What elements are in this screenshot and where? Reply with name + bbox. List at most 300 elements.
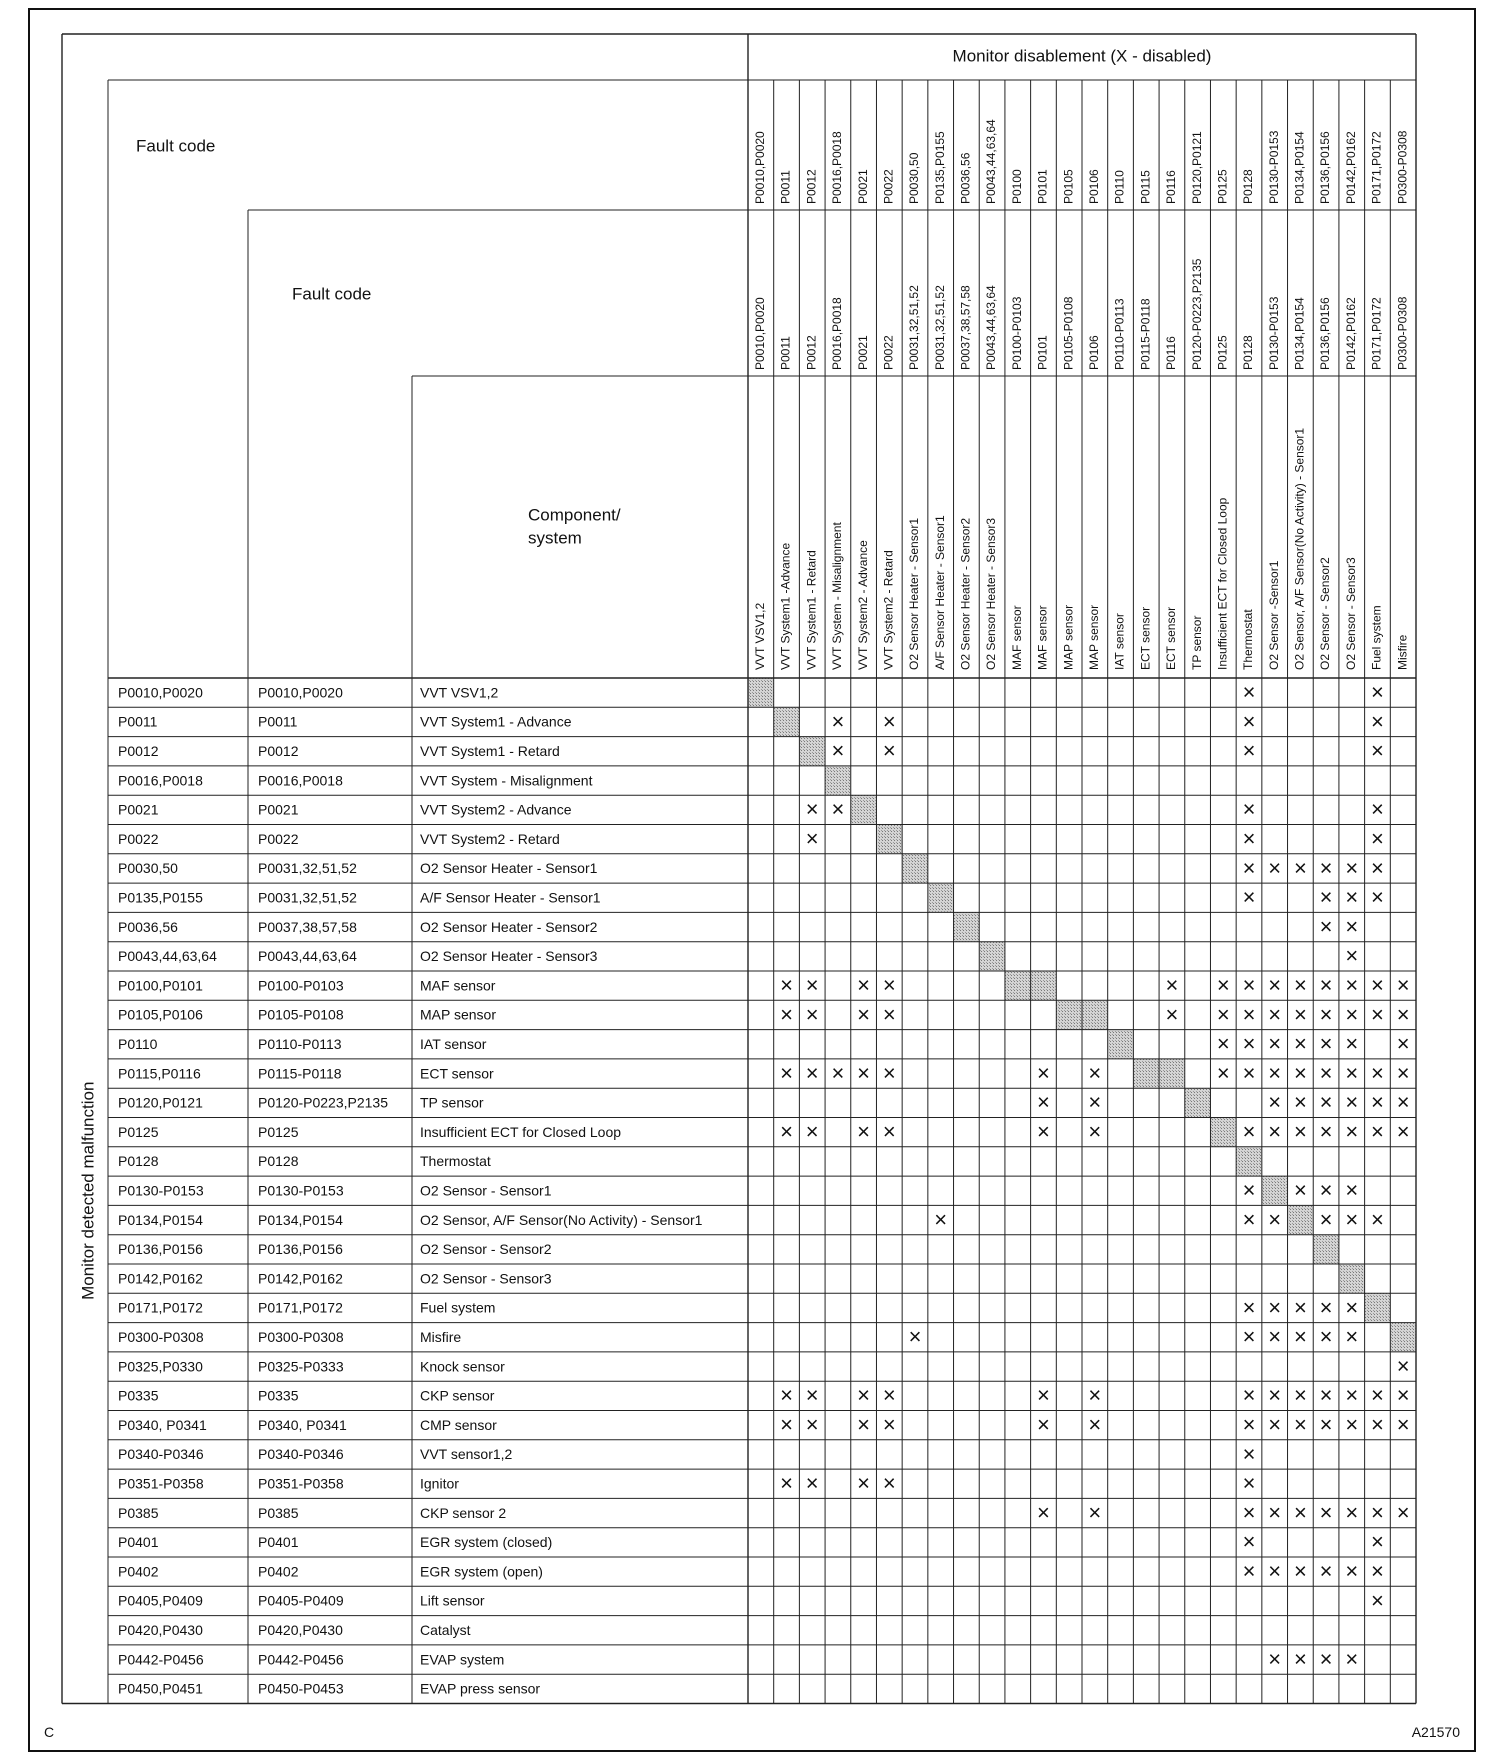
- disabled-x-mark: ×: [1345, 1118, 1359, 1144]
- diagonal-shaded-cell: [799, 737, 825, 766]
- disabled-x-mark: ×: [1268, 1324, 1282, 1350]
- row-code1: P0043,44,63,64: [118, 948, 217, 965]
- row-code2: P0100-P0103: [258, 977, 344, 994]
- disabled-x-mark: ×: [857, 972, 871, 998]
- disabled-x-mark: ×: [1345, 1206, 1359, 1232]
- disabled-x-mark: ×: [1319, 884, 1333, 910]
- disabled-x-mark: ×: [1088, 1118, 1102, 1144]
- corner-label: C: [44, 1724, 55, 1740]
- disabled-x-mark: ×: [1242, 1177, 1256, 1203]
- disabled-x-mark: ×: [1319, 972, 1333, 998]
- disabled-x-mark: ×: [1242, 884, 1256, 910]
- row-code1: P0405,P0409: [118, 1592, 203, 1609]
- diagonal-shaded-cell: [1082, 1000, 1108, 1029]
- disabled-x-mark: ×: [1371, 738, 1384, 764]
- diagonal-shaded-cell: [1108, 1030, 1134, 1059]
- column-component-label: IAT sensor: [1112, 613, 1127, 670]
- column-code1-label: P0110: [1112, 170, 1127, 204]
- disabled-x-mark: ×: [1037, 1382, 1050, 1408]
- disabled-x-mark: ×: [1165, 972, 1179, 998]
- row-code2: P0450-P0453: [258, 1680, 344, 1697]
- row-code2: P0335: [258, 1387, 299, 1404]
- disabled-x-mark: ×: [1268, 1001, 1282, 1027]
- column-code2-label: P0136,P0156: [1318, 297, 1333, 370]
- column-code2-label: P0021: [855, 335, 870, 370]
- disabled-x-mark: ×: [1037, 1118, 1050, 1144]
- column-code2-label: P0300-P0308: [1395, 296, 1410, 370]
- row-component: O2 Sensor - Sensor2: [420, 1241, 552, 1258]
- disabled-x-mark: ×: [1345, 972, 1359, 998]
- row-component: CMP sensor: [420, 1416, 497, 1433]
- disabled-x-mark: ×: [1293, 1499, 1307, 1525]
- disabled-x-mark: ×: [780, 1118, 793, 1144]
- disabled-x-mark: ×: [1293, 972, 1307, 998]
- row-code2: P0037,38,57,58: [258, 918, 357, 935]
- column-component-label: O2 Sensor -Sensor1: [1266, 560, 1281, 670]
- column-code1-label: P0136,P0156: [1318, 131, 1333, 204]
- disabled-x-mark: ×: [1242, 679, 1256, 705]
- disabled-x-mark: ×: [882, 1060, 896, 1086]
- disabled-x-mark: ×: [1371, 1558, 1384, 1584]
- disabled-x-mark: ×: [1293, 855, 1307, 881]
- diagonal-shaded-cell: [1339, 1264, 1365, 1293]
- row-code2: P0401: [258, 1534, 299, 1551]
- column-code2-label: P0106: [1087, 335, 1102, 370]
- fault-code-header-2: Fault code: [292, 284, 372, 304]
- disabled-x-mark: ×: [831, 796, 845, 822]
- row-component: O2 Sensor, A/F Sensor(No Activity) - Sensor1: [420, 1211, 703, 1228]
- row-code1: P0135,P0155: [118, 889, 203, 906]
- disabled-x-mark: ×: [1268, 1031, 1282, 1057]
- disabled-x-mark: ×: [882, 1382, 896, 1408]
- disabled-x-mark: ×: [1216, 972, 1230, 998]
- diagonal-shaded-cell: [748, 678, 774, 707]
- row-code2: P0136,P0156: [258, 1241, 343, 1258]
- row-component: CKP sensor: [420, 1387, 495, 1404]
- disabled-x-mark: ×: [1242, 1470, 1256, 1496]
- disabled-x-mark: ×: [1242, 1294, 1256, 1320]
- row-code1: P0401: [118, 1534, 159, 1551]
- disabled-x-mark: ×: [805, 1001, 819, 1027]
- column-code1-label: P0116: [1164, 170, 1179, 204]
- row-code1: P0115,P0116: [118, 1065, 201, 1082]
- disabled-x-mark: ×: [1268, 1206, 1282, 1232]
- row-code1: P0402: [118, 1563, 159, 1580]
- row-code2: P0402: [258, 1563, 299, 1580]
- disabled-x-mark: ×: [805, 1382, 819, 1408]
- disabled-x-mark: ×: [1293, 1294, 1307, 1320]
- column-component-label: VVT System2 - Advance: [855, 540, 870, 670]
- row-code2: P0130-P0153: [258, 1182, 344, 1199]
- column-code2-label: P0115-P0118: [1138, 298, 1153, 370]
- disabled-x-mark: ×: [780, 972, 793, 998]
- row-code1: P0016,P0018: [118, 772, 203, 789]
- row-code2: P0420,P0430: [258, 1621, 343, 1638]
- disabled-x-mark: ×: [1268, 855, 1282, 881]
- row-code2: P0125: [258, 1123, 299, 1140]
- column-component-label: Thermostat: [1241, 609, 1256, 670]
- disabled-x-mark: ×: [1396, 1001, 1410, 1027]
- disabled-x-mark: ×: [1319, 1118, 1333, 1144]
- row-code1: P0010,P0020: [118, 684, 203, 701]
- disabled-x-mark: ×: [857, 1470, 871, 1496]
- disabled-x-mark: ×: [1345, 884, 1359, 910]
- column-code2-label: P0116: [1164, 336, 1179, 370]
- column-code1-label: P0115: [1138, 170, 1153, 204]
- row-component: MAP sensor: [420, 1006, 496, 1023]
- disabled-x-mark: ×: [1242, 1031, 1256, 1057]
- disabled-x-mark: ×: [1293, 1001, 1307, 1027]
- disabled-x-mark: ×: [1088, 1499, 1102, 1525]
- disabled-x-mark: ×: [1242, 1118, 1256, 1144]
- row-component: Catalyst: [420, 1621, 471, 1638]
- column-component-label: MAF sensor: [1035, 605, 1050, 670]
- column-code1-label: P0134,P0154: [1292, 131, 1307, 204]
- column-code1-label: P0171,P0172: [1369, 131, 1384, 204]
- disabled-x-mark: ×: [1242, 1206, 1256, 1232]
- disabled-x-mark: ×: [1371, 1060, 1384, 1086]
- disabled-x-mark: ×: [1345, 1177, 1359, 1203]
- row-code2: P0340, P0341: [258, 1416, 347, 1433]
- row-component: VVT System1 - Retard: [420, 742, 560, 759]
- disabled-x-mark: ×: [882, 1411, 896, 1437]
- disabled-x-mark: ×: [882, 972, 896, 998]
- column-code1-label: P0128: [1241, 169, 1256, 204]
- disabled-x-mark: ×: [1319, 1089, 1333, 1115]
- row-code1: P0300-P0308: [118, 1328, 204, 1345]
- row-code2: P0043,44,63,64: [258, 948, 357, 965]
- row-code2: P0105-P0108: [258, 1006, 344, 1023]
- column-code2-label: P0100-P0103: [1009, 296, 1024, 370]
- row-code1: P0171,P0172: [118, 1299, 203, 1316]
- row-code1: P0340, P0341: [118, 1416, 207, 1433]
- row-component: O2 Sensor Heater - Sensor2: [420, 918, 598, 935]
- disabled-x-mark: ×: [1371, 1206, 1384, 1232]
- row-component: VVT sensor1,2: [420, 1446, 513, 1463]
- row-code2: P0110-P0113: [258, 1035, 342, 1052]
- column-component-label: VVT System - Misalignment: [830, 522, 845, 670]
- disabled-x-mark: ×: [1319, 855, 1333, 881]
- diagonal-shaded-cell: [876, 825, 902, 854]
- column-component-label: O2 Sensor - Sensor3: [1343, 557, 1358, 670]
- disabled-x-mark: ×: [1293, 1089, 1307, 1115]
- disabled-x-mark: ×: [1268, 1382, 1282, 1408]
- row-component: EVAP system: [420, 1651, 505, 1668]
- column-component-label: MAP sensor: [1061, 604, 1076, 670]
- disabled-x-mark: ×: [857, 1118, 871, 1144]
- table-title: Monitor disablement (X - disabled): [952, 46, 1212, 66]
- disabled-x-mark: ×: [1242, 738, 1256, 764]
- row-code1: P0420,P0430: [118, 1621, 203, 1638]
- disabled-x-mark: ×: [1242, 1529, 1256, 1555]
- disabled-x-mark: ×: [1216, 1001, 1230, 1027]
- disabled-x-mark: ×: [780, 1001, 793, 1027]
- disabled-x-mark: ×: [1371, 972, 1384, 998]
- column-code1-label: P0022: [881, 169, 896, 204]
- column-component-label: O2 Sensor Heater - Sensor2: [958, 517, 973, 670]
- disabled-x-mark: ×: [1371, 1118, 1384, 1144]
- row-component: O2 Sensor - Sensor3: [420, 1270, 552, 1287]
- disabled-x-mark: ×: [1268, 1499, 1282, 1525]
- diagonal-shaded-cell: [1056, 1000, 1082, 1029]
- row-code1: P0385: [118, 1504, 159, 1521]
- row-code2: P0012: [258, 742, 299, 759]
- component-header-line2: system: [528, 528, 582, 548]
- row-component: O2 Sensor Heater - Sensor1: [420, 860, 598, 877]
- disabled-x-mark: ×: [1371, 855, 1384, 881]
- column-code1-label: P0043,44,63,64: [984, 119, 999, 204]
- column-code2-label: P0171,P0172: [1369, 297, 1384, 370]
- disabled-x-mark: ×: [1345, 1031, 1359, 1057]
- disabled-x-mark: ×: [831, 1060, 845, 1086]
- disabled-x-mark: ×: [1345, 1089, 1359, 1115]
- row-code2: P0340-P0346: [258, 1446, 344, 1463]
- disabled-x-mark: ×: [1242, 1382, 1256, 1408]
- column-code2-label: P0125: [1215, 335, 1230, 370]
- disabled-x-mark: ×: [1268, 972, 1282, 998]
- disabled-x-mark: ×: [1345, 1324, 1359, 1350]
- column-component-label: ECT sensor: [1164, 606, 1179, 670]
- disabled-x-mark: ×: [1268, 1411, 1282, 1437]
- column-code1-label: P0010,P0020: [753, 131, 768, 204]
- disabled-x-mark: ×: [1396, 1353, 1410, 1379]
- disabled-x-mark: ×: [1396, 1089, 1410, 1115]
- row-code1: P0120,P0121: [118, 1094, 203, 1111]
- row-code1: P0128: [118, 1153, 159, 1170]
- diagonal-shaded-cell: [928, 883, 954, 912]
- disabled-x-mark: ×: [882, 708, 896, 734]
- disabled-x-mark: ×: [831, 708, 845, 734]
- disabled-x-mark: ×: [1396, 972, 1410, 998]
- disabled-x-mark: ×: [1242, 1499, 1256, 1525]
- disabled-x-mark: ×: [1293, 1382, 1307, 1408]
- disabled-x-mark: ×: [1396, 1031, 1410, 1057]
- disabled-x-mark: ×: [1293, 1031, 1307, 1057]
- column-code1-label: P0011: [778, 170, 793, 204]
- row-code1: P0142,P0162: [118, 1270, 203, 1287]
- disabled-x-mark: ×: [857, 1060, 871, 1086]
- column-code2-label: P0110-P0113: [1112, 298, 1127, 370]
- disabled-x-mark: ×: [1293, 1558, 1307, 1584]
- column-code1-label: P0030,50: [907, 152, 922, 204]
- row-component: VVT System2 - Retard: [420, 830, 560, 847]
- row-code2: P0351-P0358: [258, 1475, 344, 1492]
- disabled-x-mark: ×: [1371, 1587, 1384, 1613]
- column-code1-label: P0016,P0018: [830, 131, 845, 204]
- disabled-x-mark: ×: [1345, 1294, 1359, 1320]
- disabled-x-mark: ×: [1242, 825, 1256, 851]
- row-code2: P0016,P0018: [258, 772, 343, 789]
- disabled-x-mark: ×: [1088, 1382, 1102, 1408]
- disabled-x-mark: ×: [1345, 943, 1359, 969]
- row-code1: P0012: [118, 742, 159, 759]
- disabled-x-mark: ×: [857, 1382, 871, 1408]
- component-header-line1: Component/: [528, 505, 621, 525]
- disabled-x-mark: ×: [1319, 913, 1333, 939]
- disabled-x-mark: ×: [1293, 1324, 1307, 1350]
- column-component-label: ECT sensor: [1138, 606, 1153, 670]
- row-code2: P0031,32,51,52: [258, 889, 357, 906]
- row-component: VVT System - Misalignment: [420, 772, 593, 789]
- disabled-x-mark: ×: [1371, 679, 1384, 705]
- column-component-label: VVT System1 -Advance: [778, 542, 793, 670]
- disabled-x-mark: ×: [1293, 1646, 1307, 1672]
- column-code2-label: P0011: [778, 336, 793, 370]
- disabled-x-mark: ×: [780, 1060, 793, 1086]
- disabled-x-mark: ×: [1293, 1060, 1307, 1086]
- disabled-x-mark: ×: [882, 1118, 896, 1144]
- column-code1-label: P0142,P0162: [1343, 131, 1358, 204]
- row-code1: P0021: [118, 801, 159, 818]
- column-code2-label: P0105-P0108: [1061, 296, 1076, 370]
- diagonal-shaded-cell: [1365, 1293, 1391, 1322]
- disabled-x-mark: ×: [1037, 1411, 1050, 1437]
- column-code1-label: P0036,56: [958, 152, 973, 204]
- row-code2: P0300-P0308: [258, 1328, 344, 1345]
- row-code2: P0442-P0456: [258, 1651, 344, 1668]
- column-code2-label: P0010,P0020: [753, 297, 768, 370]
- disabled-x-mark: ×: [1037, 1089, 1050, 1115]
- diagonal-shaded-cell: [1210, 1118, 1236, 1147]
- disabled-x-mark: ×: [908, 1324, 922, 1350]
- diagonal-shaded-cell: [1390, 1323, 1416, 1352]
- disabled-x-mark: ×: [1345, 1411, 1359, 1437]
- column-code1-label: P0135,P0155: [932, 131, 947, 204]
- disabled-x-mark: ×: [1293, 1177, 1307, 1203]
- disabled-x-mark: ×: [805, 796, 819, 822]
- disabled-x-mark: ×: [1345, 1499, 1359, 1525]
- disabled-x-mark: ×: [1345, 1001, 1359, 1027]
- column-code1-label: P0101: [1035, 169, 1050, 204]
- disabled-x-mark: ×: [1293, 1411, 1307, 1437]
- fault-code-header: Fault code: [136, 136, 216, 156]
- diagonal-shaded-cell: [825, 766, 851, 795]
- row-component: VVT VSV1,2: [420, 684, 499, 701]
- disabled-x-mark: ×: [882, 738, 896, 764]
- disabled-x-mark: ×: [1371, 796, 1384, 822]
- disabled-x-mark: ×: [1319, 1558, 1333, 1584]
- disabled-x-mark: ×: [857, 1001, 871, 1027]
- column-code2-label: P0037,38,57,58: [958, 285, 973, 370]
- disabled-x-mark: ×: [1242, 1411, 1256, 1437]
- column-component-label: Fuel system: [1369, 605, 1384, 670]
- column-code2-label: P0142,P0162: [1343, 297, 1358, 370]
- disabled-x-mark: ×: [1268, 1294, 1282, 1320]
- column-code1-label: P0120,P0121: [1189, 131, 1204, 204]
- disabled-x-mark: ×: [1371, 1089, 1384, 1115]
- row-code1: P0110: [118, 1035, 158, 1052]
- disabled-x-mark: ×: [1319, 1177, 1333, 1203]
- diagonal-shaded-cell: [1159, 1059, 1185, 1088]
- row-code2: P0385: [258, 1504, 299, 1521]
- row-code2: P0405-P0409: [258, 1592, 344, 1609]
- row-component: O2 Sensor Heater - Sensor3: [420, 948, 598, 965]
- column-code1-label: P0130-P0153: [1266, 130, 1281, 204]
- disabled-x-mark: ×: [1396, 1118, 1410, 1144]
- disabled-x-mark: ×: [1319, 1382, 1333, 1408]
- column-code1-label: P0021: [855, 169, 870, 204]
- row-code1: P0335: [118, 1387, 159, 1404]
- disabled-x-mark: ×: [1165, 1001, 1179, 1027]
- row-code1: P0325,P0330: [118, 1358, 203, 1375]
- row-code1: P0450,P0451: [118, 1680, 203, 1697]
- disabled-x-mark: ×: [1319, 1294, 1333, 1320]
- diagonal-shaded-cell: [1031, 971, 1057, 1000]
- disabled-x-mark: ×: [1345, 913, 1359, 939]
- column-component-label: VVT System2 - Retard: [881, 550, 896, 670]
- disabled-x-mark: ×: [934, 1206, 948, 1232]
- disabled-x-mark: ×: [1268, 1558, 1282, 1584]
- column-component-label: TP sensor: [1189, 615, 1204, 670]
- column-code1-label: P0105: [1061, 169, 1076, 204]
- disabled-x-mark: ×: [1371, 825, 1384, 851]
- row-component: ECT sensor: [420, 1065, 494, 1082]
- disabled-x-mark: ×: [1268, 1646, 1282, 1672]
- disabled-x-mark: ×: [780, 1470, 793, 1496]
- column-component-label: MAF sensor: [1009, 605, 1024, 670]
- disabled-x-mark: ×: [1088, 1411, 1102, 1437]
- column-code2-label: P0031,32,51,52: [932, 285, 947, 370]
- column-component-label: MAP sensor: [1087, 604, 1102, 670]
- row-code1: P0136,P0156: [118, 1241, 203, 1258]
- row-component: EVAP press sensor: [420, 1680, 541, 1697]
- diagonal-shaded-cell: [1236, 1147, 1262, 1176]
- disabled-x-mark: ×: [1319, 1060, 1333, 1086]
- disabled-x-mark: ×: [1268, 1118, 1282, 1144]
- row-component: Insufficient ECT for Closed Loop: [420, 1123, 622, 1140]
- column-code2-label: P0130-P0153: [1266, 296, 1281, 370]
- disabled-x-mark: ×: [1088, 1060, 1102, 1086]
- disabled-x-mark: ×: [1242, 1441, 1256, 1467]
- column-component-label: A/F Sensor Heater - Sensor1: [932, 515, 947, 670]
- disabled-x-mark: ×: [1319, 1411, 1333, 1437]
- disabled-x-mark: ×: [1319, 1031, 1333, 1057]
- disabled-x-mark: ×: [831, 738, 845, 764]
- disabled-x-mark: ×: [1396, 1499, 1410, 1525]
- disabled-x-mark: ×: [1319, 1206, 1333, 1232]
- column-code2-label: P0016,P0018: [830, 297, 845, 370]
- column-code2-label: P0101: [1035, 335, 1050, 370]
- diagonal-shaded-cell: [1288, 1205, 1314, 1234]
- column-code2-label: P0120-P0223,P2135: [1189, 258, 1204, 370]
- disabled-x-mark: ×: [1396, 1411, 1410, 1437]
- row-code1: P0134,P0154: [118, 1211, 203, 1228]
- disabled-x-mark: ×: [882, 1001, 896, 1027]
- row-component: A/F Sensor Heater - Sensor1: [420, 889, 601, 906]
- disabled-x-mark: ×: [805, 1411, 819, 1437]
- row-code1: P0011: [118, 713, 158, 730]
- column-component-label: VVT System1 - Retard: [804, 550, 819, 670]
- disabled-x-mark: ×: [1268, 1060, 1282, 1086]
- column-component-label: O2 Sensor, A/F Sensor(No Activity) - Sensor1: [1292, 427, 1307, 670]
- disabled-x-mark: ×: [1345, 1382, 1359, 1408]
- row-code2: P0021: [258, 801, 299, 818]
- disabled-x-mark: ×: [1037, 1499, 1050, 1525]
- diagonal-shaded-cell: [979, 942, 1005, 971]
- disabled-x-mark: ×: [1242, 1001, 1256, 1027]
- disabled-x-mark: ×: [805, 1118, 819, 1144]
- disabled-x-mark: ×: [1319, 1324, 1333, 1350]
- diagonal-shaded-cell: [1313, 1235, 1339, 1264]
- row-code2: P0115-P0118: [258, 1065, 342, 1082]
- row-code1: P0130-P0153: [118, 1182, 204, 1199]
- column-code1-label: P0106: [1087, 169, 1102, 204]
- row-component: MAF sensor: [420, 977, 496, 994]
- row-code1: P0442-P0456: [118, 1651, 204, 1668]
- column-code2-label: P0128: [1241, 335, 1256, 370]
- diagonal-shaded-cell: [1005, 971, 1031, 1000]
- row-component: Fuel system: [420, 1299, 496, 1316]
